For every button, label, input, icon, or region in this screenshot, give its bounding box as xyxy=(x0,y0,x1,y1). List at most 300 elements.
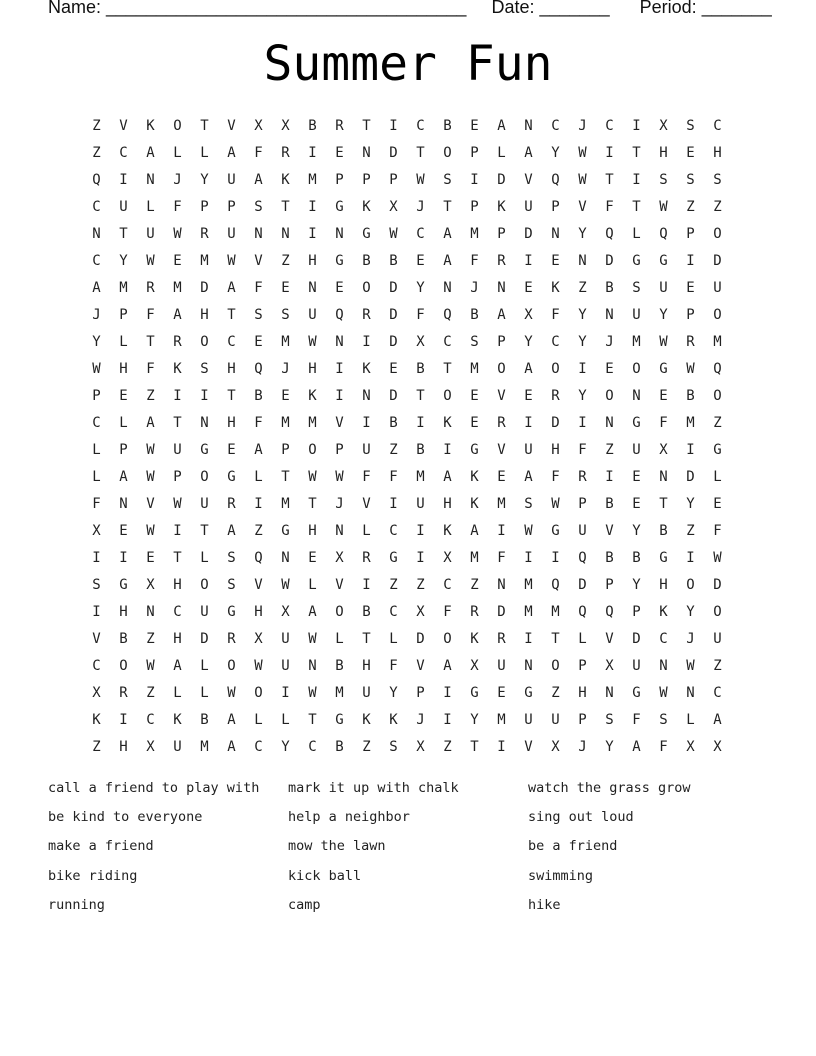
grid-letter: A xyxy=(308,603,317,620)
grid-letter: U xyxy=(632,441,641,458)
grid-letter: A xyxy=(524,144,533,161)
grid-letter: N xyxy=(443,279,452,296)
grid-letter: N xyxy=(200,414,209,431)
grid-letter: W xyxy=(713,549,722,566)
grid-letter: S xyxy=(443,171,452,188)
grid-letter: A xyxy=(524,360,533,377)
grid-letter: A xyxy=(119,468,128,485)
grid-letter: I xyxy=(92,603,101,620)
grid-letter: H xyxy=(254,603,263,620)
grid-letter: P xyxy=(605,576,614,593)
grid-letter: B xyxy=(335,657,344,674)
grid-letter: W xyxy=(227,684,236,701)
grid-letter: I xyxy=(362,414,371,431)
grid-letter: Z xyxy=(92,144,101,161)
grid-letter: H xyxy=(659,144,668,161)
grid-letter: V xyxy=(335,576,344,593)
word-list-item: call a friend to play with xyxy=(48,780,260,796)
grid-letter: F xyxy=(578,441,587,458)
grid-letter: V xyxy=(362,495,371,512)
grid-letter: C xyxy=(146,711,155,728)
grid-letter: G xyxy=(524,684,533,701)
grid-letter: F xyxy=(416,306,425,323)
grid-letter: T xyxy=(281,468,290,485)
grid-row xyxy=(83,382,731,409)
grid-letter: N xyxy=(605,414,614,431)
grid-letter: G xyxy=(632,684,641,701)
grid-letter: O xyxy=(605,387,614,404)
grid-letter: U xyxy=(173,441,182,458)
grid-letter: K xyxy=(173,711,182,728)
grid-letter: O xyxy=(443,630,452,647)
grid-letter: S xyxy=(686,117,695,134)
grid-letter: B xyxy=(470,306,479,323)
grid-letter: B xyxy=(362,603,371,620)
word-list-item: bike riding xyxy=(48,867,138,884)
grid-letter: K xyxy=(362,198,371,215)
grid-letter: W xyxy=(146,468,155,485)
grid-letter: W xyxy=(686,657,695,674)
grid-letter: X xyxy=(416,738,425,755)
grid-letter: P xyxy=(281,441,290,458)
grid-row xyxy=(83,544,731,571)
grid-letter: X xyxy=(146,738,155,755)
grid-row xyxy=(83,490,731,517)
grid-letter: Y xyxy=(686,603,695,620)
grid-letter: L xyxy=(362,522,371,539)
grid-letter: U xyxy=(308,306,317,323)
grid-letter: I xyxy=(605,144,614,161)
grid-row xyxy=(83,733,731,760)
grid-letter: W xyxy=(551,495,560,512)
grid-letter: K xyxy=(389,711,398,728)
grid-letter: O xyxy=(443,387,452,404)
grid-letter: H xyxy=(308,522,317,539)
student-info-header xyxy=(48,0,772,18)
grid-row xyxy=(83,625,731,652)
grid-letter: P xyxy=(551,198,560,215)
grid-letter: O xyxy=(551,360,560,377)
grid-letter: P xyxy=(335,171,344,188)
grid-letter: B xyxy=(416,360,425,377)
grid-letter: S xyxy=(227,549,236,566)
grid-letter: U xyxy=(578,522,587,539)
grid-letter: X xyxy=(335,549,344,566)
grid-letter: J xyxy=(92,306,101,323)
grid-letter: K xyxy=(443,522,452,539)
grid-letter: O xyxy=(200,468,209,485)
grid-letter: I xyxy=(686,441,695,458)
grid-letter: D xyxy=(389,279,398,296)
grid-letter: B xyxy=(119,630,128,647)
grid-letter: Z xyxy=(713,198,722,215)
grid-row xyxy=(83,652,731,679)
grid-letter: P xyxy=(227,198,236,215)
grid-letter: C xyxy=(416,117,425,134)
grid-letter: Z xyxy=(416,576,425,593)
grid-letter: U xyxy=(146,225,155,242)
grid-letter: E xyxy=(119,522,128,539)
grid-letter: S xyxy=(200,360,209,377)
word-list-item: kick ball xyxy=(288,867,362,884)
grid-letter: B xyxy=(443,117,452,134)
grid-letter: Q xyxy=(443,306,452,323)
grid-letter: J xyxy=(335,495,344,512)
grid-letter: X xyxy=(659,441,668,458)
grid-letter: H xyxy=(119,360,128,377)
grid-letter: P xyxy=(686,225,695,242)
grid-letter: L xyxy=(173,144,182,161)
grid-letter: O xyxy=(254,684,263,701)
grid-letter: R xyxy=(335,117,344,134)
grid-letter: G xyxy=(227,468,236,485)
grid-letter: N xyxy=(281,225,290,242)
grid-letter: M xyxy=(335,684,344,701)
grid-letter: H xyxy=(308,360,317,377)
grid-letter: Z xyxy=(254,522,263,539)
grid-letter: U xyxy=(227,225,236,242)
grid-row xyxy=(83,355,731,382)
grid-letter: G xyxy=(389,549,398,566)
grid-letter: S xyxy=(254,198,263,215)
grid-letter: C xyxy=(92,198,101,215)
word-list-item: mark it up with chalk xyxy=(288,780,459,796)
grid-letter: N xyxy=(335,333,344,350)
grid-letter: B xyxy=(362,252,371,269)
grid-letter: D xyxy=(497,603,506,620)
grid-letter: U xyxy=(524,441,533,458)
grid-letter: E xyxy=(551,252,560,269)
grid-letter: M xyxy=(200,252,209,269)
grid-letter: I xyxy=(335,387,344,404)
grid-letter: L xyxy=(200,657,209,674)
grid-letter: K xyxy=(362,711,371,728)
grid-letter: L xyxy=(200,549,209,566)
grid-letter: X xyxy=(389,198,398,215)
grid-letter: E xyxy=(686,279,695,296)
grid-letter: Q xyxy=(605,603,614,620)
grid-letter: E xyxy=(281,387,290,404)
grid-letter: Y xyxy=(605,738,614,755)
grid-letter: I xyxy=(524,414,533,431)
grid-letter: X xyxy=(713,738,722,755)
grid-letter: M xyxy=(524,603,533,620)
grid-letter: A xyxy=(146,144,155,161)
grid-letter: G xyxy=(335,711,344,728)
grid-letter: I xyxy=(497,522,506,539)
grid-letter: N xyxy=(308,657,317,674)
grid-letter: U xyxy=(632,306,641,323)
grid-letter: E xyxy=(497,468,506,485)
grid-letter: A xyxy=(443,252,452,269)
grid-letter: I xyxy=(362,576,371,593)
grid-letter: X xyxy=(551,738,560,755)
grid-letter: B xyxy=(659,522,668,539)
grid-letter: Z xyxy=(146,387,155,404)
grid-letter: Y xyxy=(578,225,587,242)
page-title: Summer Fun xyxy=(263,36,553,92)
grid-letter: T xyxy=(362,630,371,647)
grid-letter: F xyxy=(551,306,560,323)
grid-letter: O xyxy=(713,306,722,323)
grid-letter: V xyxy=(524,171,533,188)
grid-letter: O xyxy=(713,387,722,404)
grid-letter: S xyxy=(281,306,290,323)
word-list-item: hike xyxy=(528,896,561,913)
grid-letter: I xyxy=(578,414,587,431)
grid-letter: I xyxy=(443,684,452,701)
grid-letter: B xyxy=(254,387,263,404)
grid-letter: W xyxy=(281,576,290,593)
grid-letter: F xyxy=(146,306,155,323)
grid-letter: C xyxy=(551,333,560,350)
grid-letter: C xyxy=(659,630,668,647)
grid-letter: N xyxy=(92,225,101,242)
grid-letter: I xyxy=(362,333,371,350)
grid-letter: N xyxy=(659,468,668,485)
grid-letter: T xyxy=(443,198,452,215)
grid-letter: I xyxy=(686,549,695,566)
grid-letter: A xyxy=(497,117,506,134)
grid-letter: O xyxy=(335,603,344,620)
grid-letter: F xyxy=(713,522,722,539)
grid-letter: V xyxy=(227,117,236,134)
grid-letter: A xyxy=(524,468,533,485)
grid-letter: N xyxy=(308,279,317,296)
grid-letter: T xyxy=(362,117,371,134)
grid-letter: Y xyxy=(632,576,641,593)
grid-row xyxy=(83,274,731,301)
grid-letter: Y xyxy=(686,495,695,512)
grid-letter: T xyxy=(443,360,452,377)
grid-letter: Q xyxy=(254,360,263,377)
grid-letter: I xyxy=(200,387,209,404)
grid-letter: N xyxy=(119,495,128,512)
grid-letter: A xyxy=(713,711,722,728)
grid-letter: D xyxy=(416,630,425,647)
grid-letter: S xyxy=(659,171,668,188)
grid-letter: E xyxy=(497,684,506,701)
grid-letter: P xyxy=(389,171,398,188)
grid-letter: Z xyxy=(146,684,155,701)
grid-letter: H xyxy=(119,603,128,620)
grid-letter: D xyxy=(497,171,506,188)
grid-letter: A xyxy=(470,522,479,539)
grid-letter: F xyxy=(146,360,155,377)
grid-letter: L xyxy=(281,711,290,728)
grid-letter: G xyxy=(335,198,344,215)
grid-letter: R xyxy=(146,279,155,296)
grid-letter: M xyxy=(713,333,722,350)
grid-letter: K xyxy=(146,117,155,134)
grid-letter: U xyxy=(200,495,209,512)
grid-letter: M xyxy=(416,468,425,485)
grid-letter: Z xyxy=(443,738,452,755)
grid-row xyxy=(83,166,731,193)
word-list-item: running xyxy=(48,896,105,913)
grid-letter: D xyxy=(713,576,722,593)
word-list-item: sing out loud xyxy=(528,809,634,826)
grid-letter: U xyxy=(227,171,236,188)
grid-letter: X xyxy=(281,117,290,134)
grid-letter: B xyxy=(605,279,614,296)
grid-letter: Q xyxy=(551,576,560,593)
word-list-item: watch the grass grow xyxy=(528,780,691,796)
grid-letter: I xyxy=(632,171,641,188)
grid-letter: N xyxy=(146,603,155,620)
grid-letter: E xyxy=(119,387,128,404)
grid-letter: F xyxy=(389,657,398,674)
grid-letter: N xyxy=(551,225,560,242)
grid-letter: S xyxy=(659,711,668,728)
grid-letter: E xyxy=(173,252,182,269)
grid-letter: P xyxy=(119,441,128,458)
grid-letter: N xyxy=(605,684,614,701)
grid-letter: L xyxy=(578,630,587,647)
grid-row xyxy=(83,409,731,436)
grid-letter: C xyxy=(713,117,722,134)
grid-letter: R xyxy=(173,333,182,350)
grid-letter: M xyxy=(281,414,290,431)
grid-letter: U xyxy=(524,198,533,215)
grid-letter: L xyxy=(713,468,722,485)
date-label: Date: xyxy=(491,0,535,17)
grid-letter: P xyxy=(578,711,587,728)
grid-letter: C xyxy=(416,225,425,242)
grid-letter: I xyxy=(524,630,533,647)
grid-letter: Y xyxy=(119,252,128,269)
grid-letter: Z xyxy=(281,252,290,269)
grid-letter: L xyxy=(200,684,209,701)
grid-letter: N xyxy=(686,684,695,701)
grid-letter: I xyxy=(524,252,533,269)
grid-letter: M xyxy=(281,333,290,350)
grid-letter: S xyxy=(524,495,533,512)
grid-letter: T xyxy=(200,117,209,134)
grid-letter: X xyxy=(416,603,425,620)
grid-letter: Z xyxy=(605,441,614,458)
grid-letter: E xyxy=(389,360,398,377)
grid-letter: K xyxy=(659,603,668,620)
grid-row xyxy=(83,463,731,490)
grid-letter: A xyxy=(173,306,182,323)
grid-letter: V xyxy=(524,738,533,755)
grid-letter: U xyxy=(362,441,371,458)
grid-letter: M xyxy=(308,414,317,431)
grid-letter: O xyxy=(119,657,128,674)
grid-letter: G xyxy=(659,549,668,566)
grid-letter: A xyxy=(146,414,155,431)
grid-letter: S xyxy=(227,576,236,593)
grid-letter: V xyxy=(146,495,155,512)
grid-letter: H xyxy=(173,630,182,647)
grid-letter: N xyxy=(605,306,614,323)
grid-letter: X xyxy=(443,549,452,566)
grid-letter: C xyxy=(173,603,182,620)
grid-letter: G xyxy=(119,576,128,593)
grid-row xyxy=(83,679,731,706)
grid-letter: P xyxy=(173,468,182,485)
grid-letter: W xyxy=(659,333,668,350)
grid-letter: U xyxy=(713,279,722,296)
grid-letter: J xyxy=(686,630,695,647)
grid-letter: B xyxy=(308,117,317,134)
grid-letter: L xyxy=(335,630,344,647)
grid-letter: T xyxy=(416,387,425,404)
grid-letter: M xyxy=(119,279,128,296)
grid-letter: M xyxy=(308,171,317,188)
grid-letter: I xyxy=(308,198,317,215)
grid-letter: B xyxy=(605,495,614,512)
grid-letter: E xyxy=(335,144,344,161)
word-list-item: swimming xyxy=(528,867,594,884)
grid-letter: T xyxy=(659,495,668,512)
grid-letter: J xyxy=(578,738,587,755)
grid-letter: E xyxy=(605,360,614,377)
grid-letter: P xyxy=(578,495,587,512)
grid-letter: H xyxy=(713,144,722,161)
grid-letter: F xyxy=(605,198,614,215)
grid-letter: A xyxy=(227,738,236,755)
grid-letter: J xyxy=(416,198,425,215)
grid-letter: B xyxy=(389,252,398,269)
grid-letter: N xyxy=(335,522,344,539)
grid-letter: K xyxy=(497,198,506,215)
grid-letter: V xyxy=(254,576,263,593)
grid-letter: C xyxy=(119,144,128,161)
grid-letter: G xyxy=(470,441,479,458)
grid-letter: W xyxy=(146,441,155,458)
grid-letter: L xyxy=(146,198,155,215)
grid-letter: T xyxy=(146,333,155,350)
grid-letter: N xyxy=(632,387,641,404)
grid-letter: Z xyxy=(686,522,695,539)
grid-letter: O xyxy=(200,333,209,350)
grid-letter: G xyxy=(335,252,344,269)
grid-letter: I xyxy=(119,549,128,566)
grid-letter: Z xyxy=(713,414,722,431)
grid-letter: U xyxy=(632,657,641,674)
word-search-grid xyxy=(83,112,731,760)
grid-letter: A xyxy=(254,171,263,188)
grid-letter: X xyxy=(686,738,695,755)
grid-letter: H xyxy=(200,306,209,323)
grid-letter: C xyxy=(92,657,101,674)
grid-letter: P xyxy=(578,657,587,674)
grid-letter: W xyxy=(146,657,155,674)
grid-letter: T xyxy=(632,144,641,161)
grid-letter: P xyxy=(470,144,479,161)
grid-letter: D xyxy=(632,630,641,647)
grid-letter: N xyxy=(497,576,506,593)
grid-letter: S xyxy=(92,576,101,593)
grid-letter: K xyxy=(470,468,479,485)
grid-letter: N xyxy=(281,549,290,566)
grid-letter: H xyxy=(659,576,668,593)
grid-letter: I xyxy=(686,252,695,269)
grid-letter: I xyxy=(119,711,128,728)
grid-letter: I xyxy=(308,225,317,242)
grid-letter: R xyxy=(551,387,560,404)
grid-letter: E xyxy=(146,549,155,566)
grid-letter: S xyxy=(686,171,695,188)
grid-letter: I xyxy=(254,495,263,512)
grid-letter: O xyxy=(173,117,182,134)
grid-row xyxy=(83,301,731,328)
grid-letter: V xyxy=(605,630,614,647)
grid-letter: G xyxy=(200,441,209,458)
grid-letter: Q xyxy=(254,549,263,566)
